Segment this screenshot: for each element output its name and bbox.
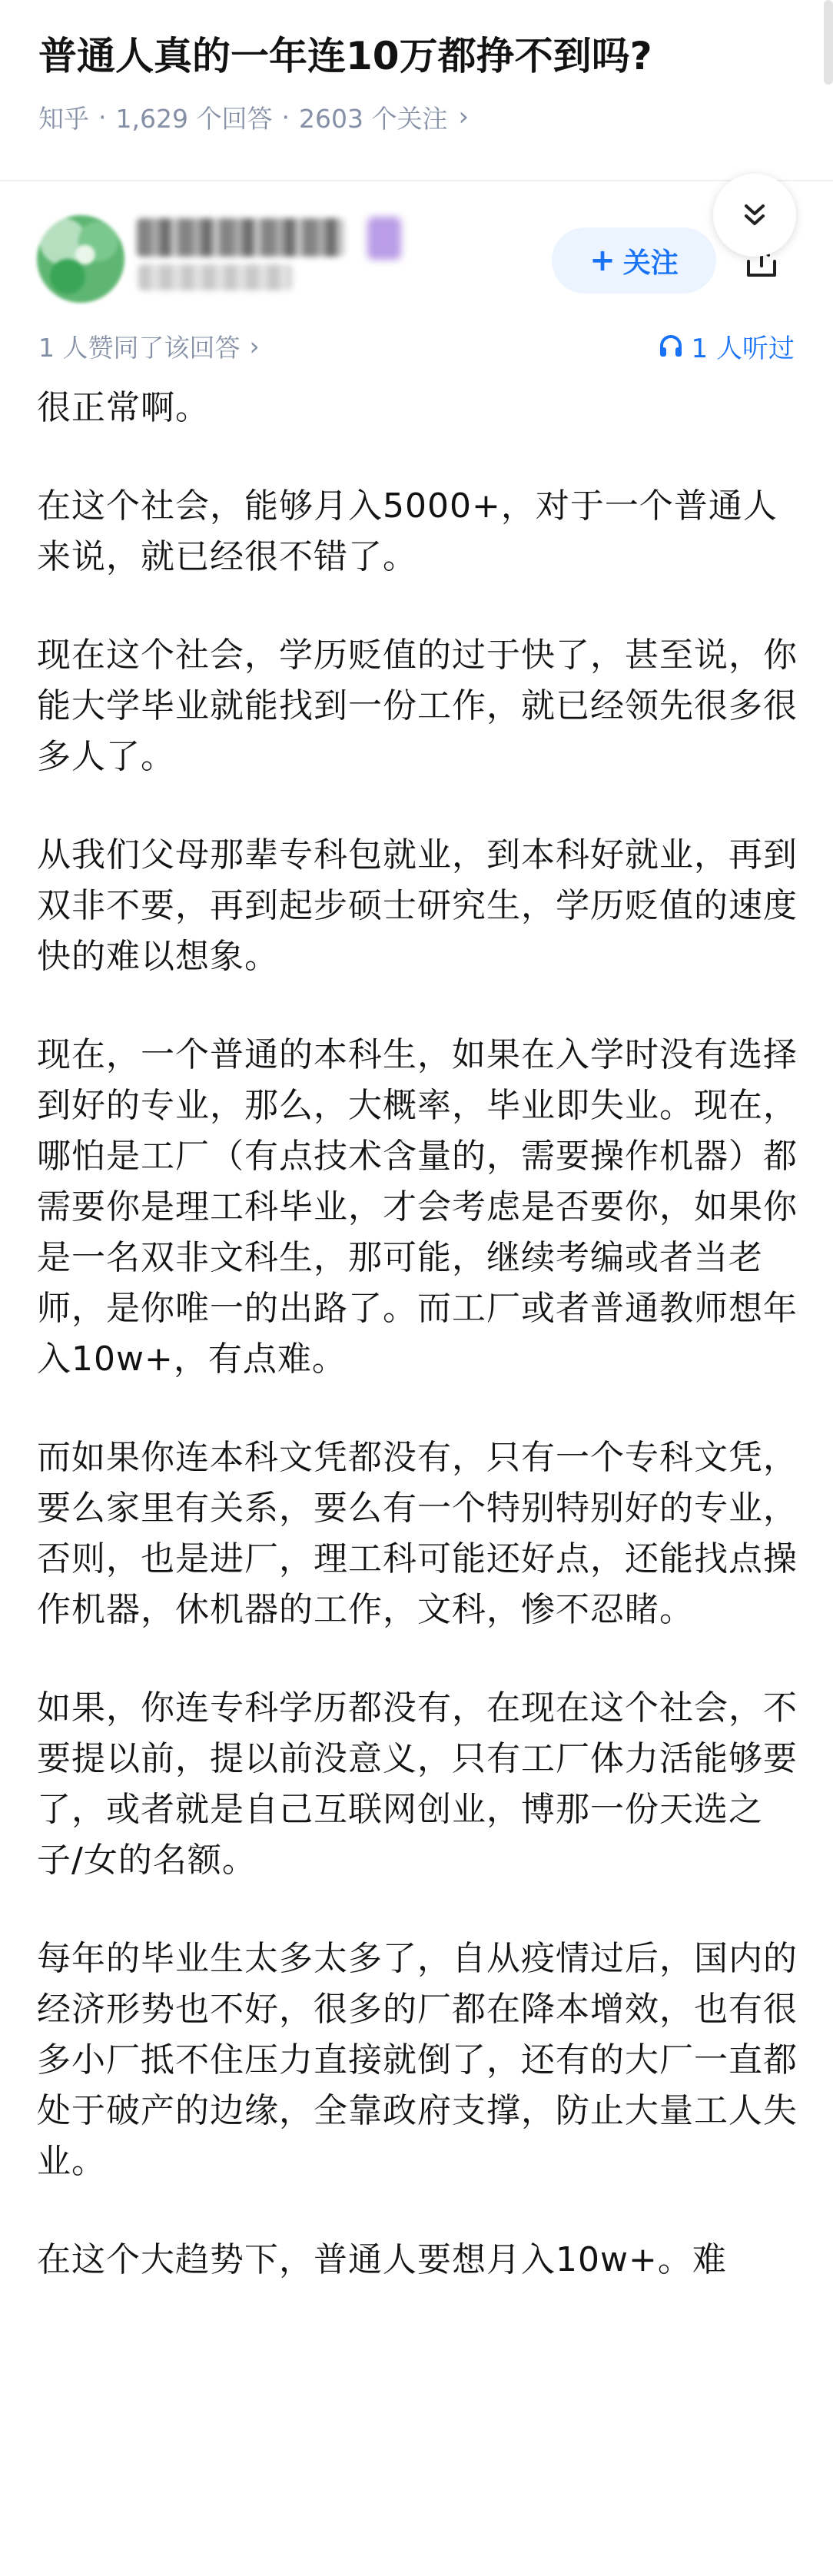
listen-count[interactable]	[658, 327, 795, 364]
author-name-blurred[interactable]	[137, 218, 344, 257]
author-badge-blurred	[367, 217, 401, 260]
upvote-summary[interactable]	[38, 327, 260, 364]
listen-text: 1 人听过	[691, 333, 795, 364]
collapse-button[interactable]	[713, 174, 796, 257]
chevron-right-icon: ›	[249, 330, 260, 361]
author-subtitle-blurred	[138, 264, 292, 290]
follow-label: 关注	[622, 247, 679, 279]
answer-paragraph: 从我们父母那辈专科包就业，到本科好就业，再到双非不要，再到起步硕士研究生，学历贬值的速度快的难以想象。	[37, 835, 798, 976]
double-chevron-down-icon	[739, 200, 770, 231]
chevron-right-icon: ›	[458, 101, 470, 132]
follower-count: 2603 个关注	[298, 103, 448, 134]
meta-separator: ·	[98, 101, 107, 132]
plus-icon: +	[589, 243, 616, 278]
answer-paragraph: 在这个大趋势下，普通人要想月入10w+。难	[37, 2240, 727, 2279]
divider	[0, 180, 833, 181]
question-title[interactable]: 普通人真的一年连10万都挣不到吗?	[38, 34, 652, 78]
avatar[interactable]	[37, 215, 124, 303]
answer-paragraph: 很正常啊。	[37, 388, 210, 427]
answer-paragraph: 而如果你连本科文凭都没有，只有一个专科文凭，要么家里有关系，要么有一个特别特别好的专业，否则，也是进厂，理工科可能还好点，还能找点操作机器，休机器的工作，文科，惨不忍睹。	[37, 1438, 798, 1629]
answer-count: 1,629 个回答	[115, 103, 273, 134]
scrollbar[interactable]	[824, 0, 833, 85]
answer-paragraph: 每年的毕业生太多太多了，自从疫情过后，国内的经济形势也不好，很多的厂都在降本增效，也有很多小厂抵不住压力直接就倒了，还有的大厂一直都处于破产的边缘，全靠政府支撑，防止大量工人失业。	[37, 1939, 798, 2181]
meta-separator: ·	[281, 101, 290, 132]
source-label: 知乎	[38, 103, 89, 134]
question-meta[interactable]	[38, 98, 469, 135]
answer-paragraph: 现在，一个普通的本科生，如果在入学时没有选择到好的专业，那么，大概率，毕业即失业。现在，哪怕是工厂（有点技术含量的，需要操作机器）都需要你是理工科毕业，才会考虑是否要你，如果你是一名双非文科生，那可能，继续考编或者当老师，是你唯一的出路了。而工厂或者普通教师想年入10w+，有点难。	[37, 1035, 798, 1379]
answer-paragraph: 在这个社会，能够月入5000+，对于一个普通人来说，就已经很不错了。	[37, 486, 778, 576]
answer-paragraph: 现在这个社会，学历贬值的过于快了，甚至说，你能大学毕业就能找到一份工作，就已经领先很多很多人了。	[37, 636, 798, 776]
answer-paragraph: 如果，你连专科学历都没有，在现在这个社会，不要提以前，提以前没意义，只有工厂体力活能够要了，或者就是自己互联网创业，博那一份天选之子/女的名额。	[37, 1688, 798, 1880]
headphones-icon	[658, 333, 684, 359]
answer-body	[37, 383, 798, 2333]
follow-button[interactable]	[552, 227, 716, 294]
upvote-text: 1 人赞同了该回答	[38, 332, 241, 363]
question-header	[0, 0, 833, 181]
